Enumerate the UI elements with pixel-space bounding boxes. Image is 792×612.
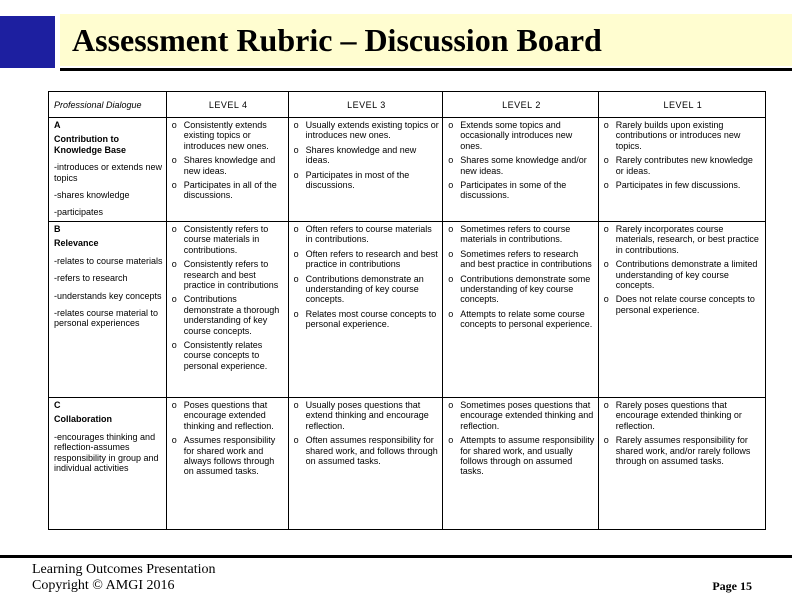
criterion-cell	[49, 398, 167, 530]
level-3-cell	[288, 118, 443, 222]
descriptor: o Participates in all of the discussions.	[172, 180, 285, 201]
level-2-cell	[443, 118, 599, 222]
level-4-cell	[166, 118, 288, 222]
descriptor: o Contributions demonstrate an understanding of key course concepts.	[294, 274, 440, 305]
criterion-letter: B	[54, 224, 61, 234]
level-3-header: LEVEL 3	[288, 92, 443, 118]
level-4-header: LEVEL 4	[166, 92, 288, 118]
descriptor: o Participates in most of the discussions.	[294, 170, 440, 191]
level-1-cell	[598, 398, 765, 530]
descriptor: o Consistently extends existing topics or introduces new ones.	[172, 120, 285, 151]
level-2-cell	[443, 222, 599, 398]
level-3-cell	[288, 222, 443, 398]
level-1-cell	[598, 222, 765, 398]
page-number: Page 15	[712, 579, 752, 593]
level-1-header: LEVEL 1	[598, 92, 765, 118]
descriptor: o Rarely assumes responsibility for shared work, and/or rarely follows through on assumed tasks.	[604, 435, 762, 466]
descriptor: o Contributions demonstrate a limited understanding of key course concepts.	[604, 259, 762, 290]
descriptor: o Often refers to research and best practice in contributions	[294, 249, 440, 270]
descriptor: o Rarely contributes new knowledge or ideas.	[604, 155, 762, 176]
descriptor: o Sometimes poses questions that encourage extended thinking and reflection.	[448, 400, 595, 431]
footer-divider	[0, 555, 792, 558]
criterion-item: -shares knowledge	[54, 190, 130, 201]
descriptor: o Participates in some of the discussions.	[448, 180, 595, 201]
criterion-item: -relates to course materials	[54, 255, 163, 266]
rubric-grid	[48, 91, 766, 530]
criterion-title: Relevance	[54, 238, 99, 249]
criterion-cell	[49, 118, 167, 222]
descriptor: o Contributions demonstrate a thorough understanding of key course concepts.	[172, 294, 285, 336]
level-4-cell	[166, 398, 288, 530]
criterion-item: -introduces or extends new topics	[54, 162, 163, 183]
corner-label: Professional Dialogue	[49, 92, 167, 118]
descriptor: o Shares some knowledge and/or new ideas.	[448, 155, 595, 176]
descriptor: o Sometimes refers to research and best practice in contributions	[448, 249, 595, 270]
level-4-cell	[166, 222, 288, 398]
descriptor: o Sometimes refers to course materials in contributions.	[448, 224, 595, 245]
level-1-cell	[598, 118, 765, 222]
descriptor: o Poses questions that encourage extended thinking and reflection.	[172, 400, 285, 431]
descriptor: o Rarely incorporates course materials, research, or best practice in contributions.	[604, 224, 762, 255]
descriptor: o Does not relate course concepts to personal experience.	[604, 294, 762, 315]
descriptor: o Rarely builds upon existing contributions or introduces new topics.	[604, 120, 762, 151]
footer-copyright: Copyright © AMGI 2016	[32, 578, 175, 593]
criterion-letter: A	[54, 120, 61, 130]
descriptor: o Shares knowledge and new ideas.	[294, 145, 440, 166]
level-2-cell	[443, 398, 599, 530]
descriptor: o Usually poses questions that extend thinking and encourage reflection.	[294, 400, 440, 431]
level-3-cell	[288, 398, 443, 530]
criterion-row-b	[49, 222, 766, 398]
title-divider	[60, 68, 792, 71]
criterion-title: Collaboration	[54, 414, 112, 425]
descriptor: o Often refers to course materials in contributions.	[294, 224, 440, 245]
criterion-letter: C	[54, 400, 61, 410]
descriptor: o Shares knowledge and new ideas.	[172, 155, 285, 176]
footer-presentation-title: Learning Outcomes Presentation	[32, 562, 216, 577]
descriptor: o Often assumes responsibility for shared work, and follows through on assumed tasks.	[294, 435, 440, 466]
descriptor: o Attempts to assume responsibility for shared work, and usually follows through on assumed tasks.	[448, 435, 595, 477]
page-title: Assessment Rubric – Discussion Board	[72, 22, 602, 58]
level-2-header: LEVEL 2	[443, 92, 599, 118]
descriptor: o Extends some topics and occasionally introduces new ones.	[448, 120, 595, 151]
criterion-row-c	[49, 398, 766, 530]
header-row	[49, 92, 766, 118]
criterion-item: -participates	[54, 207, 104, 218]
title-accent-square	[0, 16, 55, 68]
descriptor: o Attempts to relate some course concepts to personal experience.	[448, 309, 595, 330]
criterion-item: -refers to research	[54, 273, 128, 284]
criterion-item: -understands key concepts	[54, 290, 162, 301]
descriptor: o Usually extends existing topics or introduces new ones.	[294, 120, 440, 141]
descriptor: o Consistently refers to research and best practice in contributions	[172, 259, 285, 290]
descriptor: o Rarely poses questions that encourage extended thinking or reflection.	[604, 400, 762, 431]
descriptor: o Contributions demonstrate some understanding of key course concepts.	[448, 274, 595, 305]
descriptor: o Relates most course concepts to personal experience.	[294, 309, 440, 330]
criterion-cell	[49, 222, 167, 398]
footer-credits	[32, 562, 216, 594]
descriptor: o Assumes responsibility for shared work and always follows through on assumed tasks.	[172, 435, 285, 477]
descriptor: o Consistently relates course concepts to personal experience.	[172, 340, 285, 371]
criterion-title: Contribution to Knowledge Base	[54, 134, 127, 155]
descriptor: o Participates in few discussions.	[604, 180, 762, 190]
criterion-item: -relates course material to personal experiences	[54, 308, 159, 329]
criterion-item: -encourages thinking and reflection-assumes responsibility in group and individual activities	[54, 431, 159, 474]
criterion-row-a	[49, 118, 766, 222]
rubric-table	[48, 91, 766, 521]
descriptor: o Consistently refers to course materials in contributions.	[172, 224, 285, 255]
